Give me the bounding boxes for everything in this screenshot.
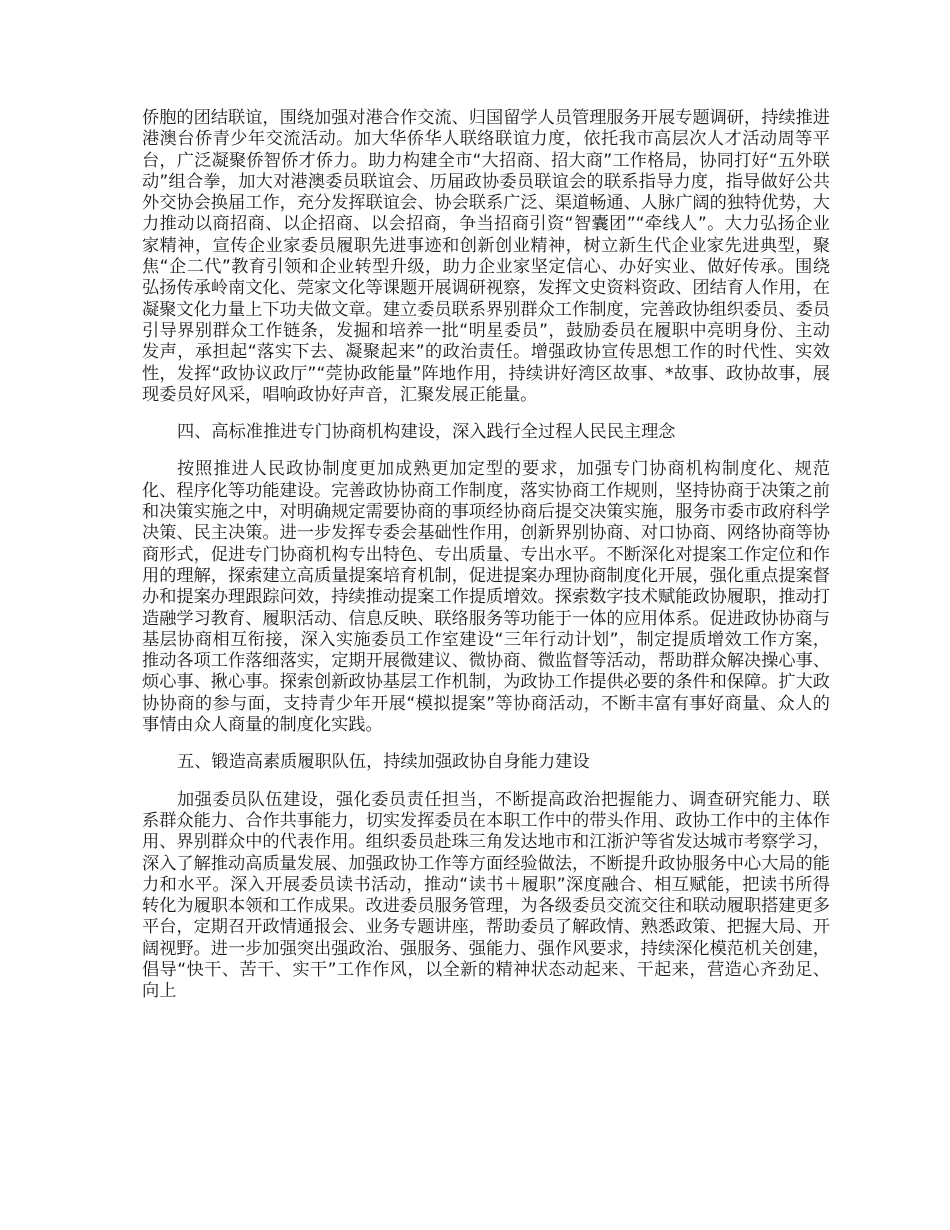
section-heading-4: 四、高标准推进专门协商机构建设，深入践行全过程人民民主理念 [177, 422, 676, 443]
document-page [142, 108, 830, 1003]
paragraph-continuation: 侨胞的团结联谊，围绕加强对港合作交流、归国留学人员管理服务开展专题调研，持续推进港澳台侨青少年交流活动。加大华侨华人联络联谊力度，依托我市高层次人才活动周等平台，广泛凝聚侨智侨才侨力。助力构建全市“大招商、招大商”工作格局，协同打好“五外联动”组合拳，加大对港澳委员联谊会、历届政协委员联谊会的联系指导力度，指导做好公共外交协会换届工作，充分发挥联谊会、协会联系广泛、渠道畅通、人脉广阔的独特优势，大力推动以商招商、以企招商、以会招商，争当招商引资“智囊团”“牵线人”。大力弘扬企业家精神，宣传企业家委员履职先进事迹和创新创业精神，树立新生代企业家先进典型，聚焦“企二代”教育引领和企业转型升级，助力企业家坚定信心、办好实业、做好传承。围绕弘扬传承岭南文化、莞家文化等课题开展调研视察，发挥文史资料资政、团结育人作用，在凝聚文化力量上下功夫做文章。建立委员联系界别群众工作制度，完善政协组织委员、委员引导界别群众工作链条，发掘和培养一批“明星委员”，鼓励委员在履职中亮明身份、主动发声，承担起“落实下去、凝聚起来”的政治责任。增强政协宣传思想工作的时代性、实效性，发挥“政协议政厅”“莞协政能量”阵地作用，持续讲好湾区故事、*故事、政协故事，展现委员好风采，唱响政协好声音，汇聚发展正能量。 [142, 108, 830, 405]
section-heading-5: 五、锻造高素质履职队伍，持续加强政协自身能力建设 [177, 752, 590, 773]
paragraph-section-4: 按照推进人民政协制度更加成熟更加定型的要求，加强专门协商机构制度化、规范化、程序化等功能建设。完善政协协商工作制度，落实协商工作规则，坚持协商于决策之前和决策实施之中，对明确规定需要协商的事项经协商后提交决策实施，服务市委市政府科学决策、民主决策。进一步发挥专委会基础性作用，创新界别协商、对口协商、网络协商等协商形式，促进专门协商机构专出特色、专出质量、专出水平。不断深化对提案工作定位和作用的理解，探索建立高质量提案培育机制，促进提案办理协商制度化开展，强化重点提案督办和提案办理跟踪问效，持续推动提案工作提质增效。探索数字技术赋能政协履职，推动打造融学习教育、履职活动、信息反映、联络服务等功能于一体的应用体系。促进政协协商与基层协商相互衔接，深入实施委员工作室建设“三年行动计划”，制定提质增效工作方案，推动各项工作落细落实，定期开展微建议、微协商、微监督等活动，帮助群众解决操心事、烦心事、揪心事。探索创新政协基层工作机制，为政协工作提供必要的条件和保障。扩大政协协商的参与面，支持青少年开展“模拟提案”等协商活动，不断丰富有事好商量、众人的事情由众人商量的制度化实践。 [142, 459, 830, 736]
paragraph-section-5: 加强委员队伍建设，强化委员责任担当，不断提高政治把握能力、调查研究能力、联系群众能力、合作共事能力，切实发挥委员在本职工作中的带头作用、政协工作中的主体作用、界别群众中的代表作用。组织委员赴珠三角发达地市和江浙沪等省发达城市考察学习，深入了解推动高质量发展、加强政协工作等方面经验做法，不断提升政协服务中心大局的能力和水平。深入开展委员读书活动，推动“读书＋履职”深度融合、相互赋能，把读书所得转化为履职本领和工作成果。改进委员服务管理，为各级委员交流交往和联动履职搭建更多平台，定期召开政情通报会、业务专题讲座，帮助委员了解政情、熟悉政策、把握大局、开阔视野。进一步加强突出强政治、强服务、强能力、强作风要求，持续深化模范机关创建，倡导“快干、苦干、实干”工作作风，以全新的精神状态动起来、干起来，营造心齐劲足、向上 [142, 789, 830, 1002]
